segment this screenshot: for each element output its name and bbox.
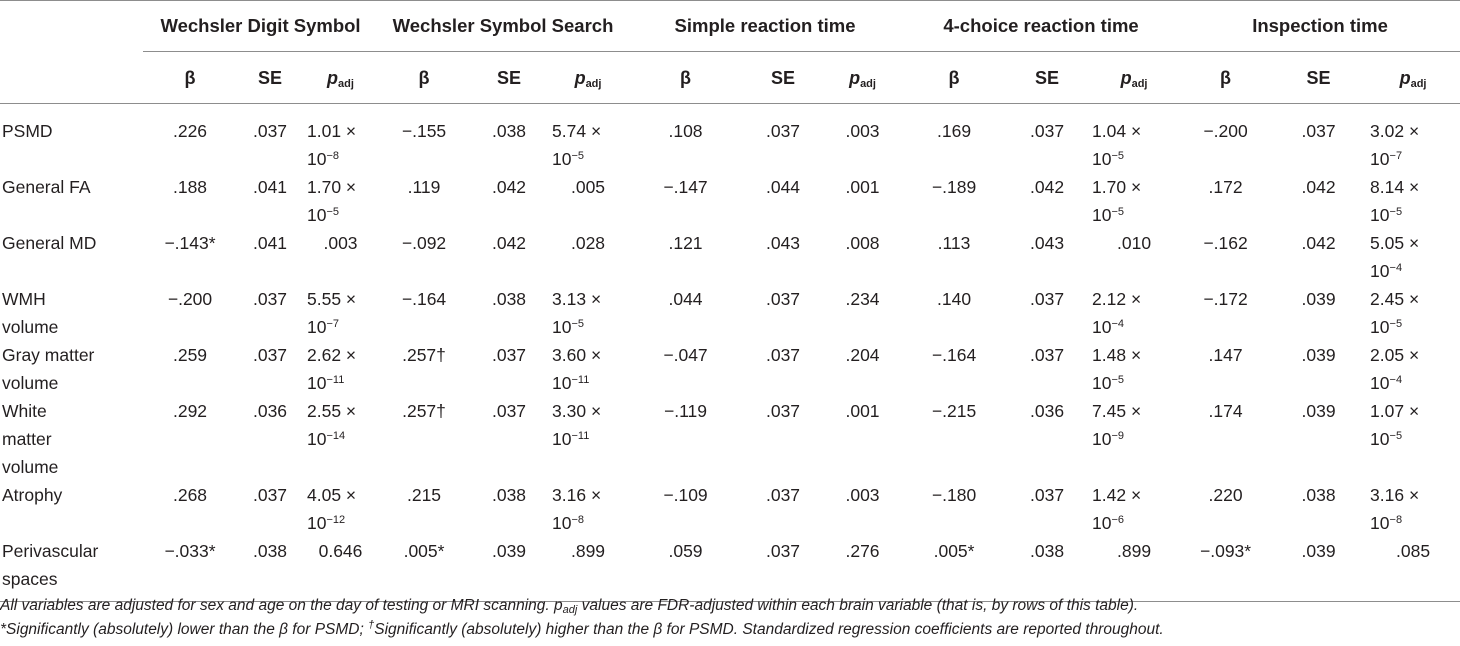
- se-cell: .039: [1301, 401, 1336, 421]
- p-adj-cell: 5.55 × $10^{-7}$: [307, 289, 357, 337]
- row-label-line: spaces: [2, 569, 58, 589]
- se-cell: .042: [491, 177, 527, 197]
- sub-header-p-adj: $p_{adj}$: [1399, 67, 1427, 90]
- sub-header-se: SE: [1306, 67, 1331, 88]
- beta-cell: .119: [407, 177, 441, 197]
- corner-cell-sub: [0, 52, 143, 104]
- sub-header-se: SE: [497, 67, 522, 88]
- p-adj-cell: 0.646: [318, 541, 363, 561]
- beta-cell: −.164: [401, 289, 447, 309]
- table-row: [0, 104, 1460, 174]
- p-adj-cell: 3.13 × $10^{-5}$: [552, 289, 602, 337]
- beta-cell: −.180: [931, 485, 977, 505]
- footnote-line-2: *Significantly (absolutely) lower than the β for PSMD; †Significantly (absolutely) higher than the β for PSMD. Standardized regression coefficients are reported throughout.: [0, 618, 1164, 638]
- p-adj-cell: .028: [570, 233, 606, 253]
- col-group-simple-rt: Simple reaction time: [628, 1, 902, 52]
- row-label-line: PSMD: [2, 121, 53, 141]
- row-label: [0, 229, 143, 285]
- sub-header-p-adj: $p_{adj}$: [327, 67, 354, 90]
- p-adj-cell: .085: [1396, 541, 1431, 561]
- p-adj-cell: .005: [570, 177, 606, 197]
- table-footnotes: [0, 594, 1460, 642]
- se-cell: .037: [491, 401, 527, 421]
- row-label-line: Atrophy: [2, 485, 63, 505]
- se-cell: .037: [252, 485, 288, 505]
- beta-cell: −.109: [663, 485, 708, 505]
- se-cell: .037: [1030, 485, 1065, 505]
- beta-cell: .268: [172, 485, 208, 505]
- sub-header-beta: β: [948, 67, 960, 88]
- p-adj-cell: 2.12 × $10^{-4}$: [1092, 289, 1142, 337]
- p-adj-cell: .276: [845, 541, 880, 561]
- beta-cell: −.162: [1203, 233, 1248, 253]
- beta-cell: −.155: [401, 121, 447, 141]
- sub-header-p-adj: $p_{adj}$: [849, 67, 876, 90]
- p-adj-cell: .010: [1117, 233, 1152, 253]
- p-adj-cell: .003: [323, 233, 358, 253]
- se-cell: .037: [252, 121, 288, 141]
- beta-cell: .188: [172, 177, 208, 197]
- sub-header-beta: β: [184, 67, 196, 88]
- row-label: [0, 104, 143, 174]
- beta-cell: .108: [668, 121, 703, 141]
- p-adj-cell: 4.05 × $10^{-12}$: [307, 485, 357, 533]
- col-group-inspection-time: Inspection time: [1180, 1, 1460, 52]
- se-cell: .037: [765, 541, 801, 561]
- p-adj-cell: 1.42 × $10^{-6}$: [1092, 485, 1142, 533]
- p-adj-cell: .008: [845, 233, 880, 253]
- p-adj-cell: 5.74 × $10^{-5}$: [552, 121, 602, 169]
- beta-cell: .169: [937, 121, 972, 141]
- beta-cell: .174: [1208, 401, 1243, 421]
- se-cell: .042: [491, 233, 527, 253]
- beta-cell: −.047: [663, 345, 708, 365]
- se-cell: .042: [1301, 233, 1336, 253]
- beta-cell: −.189: [931, 177, 977, 197]
- sub-header-row: [0, 52, 1460, 104]
- se-cell: .037: [491, 345, 527, 365]
- p-adj-cell: 3.30 × $10^{-11}$: [552, 401, 602, 449]
- se-cell: .039: [1301, 345, 1336, 365]
- row-label: [0, 285, 143, 341]
- beta-cell: −.119: [664, 401, 707, 421]
- sub-header-se: SE: [771, 67, 796, 88]
- sub-header-beta: β: [1220, 67, 1232, 88]
- row-label-line: General FA: [2, 177, 91, 197]
- col-group-choice-rt: 4-choice reaction time: [902, 1, 1180, 52]
- beta-cell: .215: [406, 485, 442, 505]
- row-label-line: matter: [2, 429, 52, 449]
- se-cell: .039: [1301, 541, 1336, 561]
- beta-cell: .257†: [402, 401, 446, 421]
- beta-cell: .005*: [403, 541, 445, 561]
- se-cell: .037: [765, 289, 801, 309]
- row-label-line: Gray matter: [2, 345, 95, 365]
- se-cell: .036: [1030, 401, 1065, 421]
- row-label: [0, 341, 143, 397]
- se-cell: .037: [765, 345, 801, 365]
- p-adj-cell: 1.01 × $10^{-8}$: [307, 121, 357, 169]
- row-label-line: General MD: [2, 233, 97, 253]
- beta-cell: .257†: [402, 345, 446, 365]
- beta-cell: .172: [1208, 177, 1243, 197]
- row-label-line: volume: [2, 317, 59, 337]
- row-label-line: WMH: [2, 289, 46, 309]
- beta-cell: .059: [668, 541, 703, 561]
- col-group-symbol-search: Wechsler Symbol Search: [378, 1, 628, 52]
- table-row: [0, 285, 1460, 341]
- p-adj-cell: 2.55 × $10^{-14}$: [307, 401, 357, 449]
- p-adj-cell: 3.60 × $10^{-11}$: [552, 345, 602, 393]
- p-adj-cell: .003: [845, 485, 880, 505]
- se-cell: .042: [1301, 177, 1336, 197]
- table-row: [0, 481, 1460, 537]
- p-adj-cell: 2.05 × $10^{-4}$: [1370, 345, 1420, 393]
- se-cell: .039: [491, 541, 527, 561]
- p-adj-cell: 5.05 × $10^{-4}$: [1370, 233, 1420, 281]
- sub-header-beta: β: [680, 67, 692, 88]
- table-row: [0, 341, 1460, 397]
- row-label: [0, 537, 143, 602]
- beta-cell: −.164: [931, 345, 977, 365]
- p-adj-cell: .899: [570, 541, 606, 561]
- corner-cell: [0, 1, 143, 52]
- footnote-line-1: All variables are adjusted for sex and age on the day of testing or MRI scanning. $p_{adj}$ values are FDR-adjusted within each brain variable (that is, by rows of this table).: [0, 597, 1139, 616]
- sub-header-p-adj: $p_{adj}$: [574, 67, 602, 90]
- beta-cell: −.172: [1203, 289, 1248, 309]
- se-cell: .041: [252, 233, 288, 253]
- se-cell: .037: [765, 401, 801, 421]
- se-cell: .037: [252, 345, 288, 365]
- sub-header-se: SE: [257, 67, 282, 88]
- se-cell: .043: [765, 233, 801, 253]
- beta-cell: −.143*: [164, 233, 216, 253]
- row-label-line: volume: [2, 457, 59, 477]
- beta-cell: .005*: [933, 541, 975, 561]
- beta-cell: .140: [937, 289, 972, 309]
- table-row: [0, 537, 1460, 602]
- p-adj-cell: 2.62 × $10^{-11}$: [307, 345, 357, 393]
- se-cell: .038: [491, 289, 527, 309]
- table-row: [0, 173, 1460, 229]
- row-label-line: volume: [2, 373, 59, 393]
- beta-cell: −.215: [931, 401, 977, 421]
- beta-cell: .220: [1208, 485, 1243, 505]
- row-label: [0, 173, 143, 229]
- beta-cell: .259: [172, 345, 208, 365]
- beta-cell: −.200: [1203, 121, 1248, 141]
- beta-cell: −.093*: [1200, 541, 1252, 561]
- p-adj-cell: .001: [845, 401, 880, 421]
- beta-cell: −.092: [401, 233, 447, 253]
- row-label: [0, 481, 143, 537]
- p-adj-cell: 3.02 × $10^{-7}$: [1370, 121, 1420, 169]
- se-cell: .037: [1030, 345, 1065, 365]
- p-adj-cell: 1.48 × $10^{-5}$: [1092, 345, 1142, 393]
- beta-cell: .044: [668, 289, 703, 309]
- p-adj-cell: 1.07 × $10^{-5}$: [1370, 401, 1420, 449]
- table-body: [0, 104, 1460, 602]
- se-cell: .038: [1301, 485, 1336, 505]
- beta-cell: .292: [172, 401, 208, 421]
- beta-cell: .147: [1208, 345, 1243, 365]
- se-cell: .037: [1030, 289, 1065, 309]
- se-cell: .041: [252, 177, 288, 197]
- row-label: [0, 397, 143, 481]
- p-adj-cell: .204: [845, 345, 880, 365]
- p-adj-cell: .001: [845, 177, 880, 197]
- p-adj-cell: 1.04 × $10^{-5}$: [1092, 121, 1142, 169]
- se-cell: .038: [252, 541, 288, 561]
- table-row: [0, 397, 1460, 481]
- se-cell: .037: [252, 289, 288, 309]
- sub-header-p-adj: $p_{adj}$: [1120, 67, 1148, 90]
- se-cell: .039: [1301, 289, 1336, 309]
- table-row: [0, 229, 1460, 285]
- se-cell: .038: [491, 485, 527, 505]
- se-cell: .036: [252, 401, 288, 421]
- p-adj-cell: .899: [1117, 541, 1152, 561]
- se-cell: .037: [1030, 121, 1065, 141]
- se-cell: .037: [765, 485, 801, 505]
- p-adj-cell: 3.16 × $10^{-8}$: [552, 485, 602, 533]
- se-cell: .042: [1030, 177, 1065, 197]
- row-label-line: White: [2, 401, 47, 421]
- se-cell: .044: [765, 177, 801, 197]
- sub-header-se: SE: [1035, 67, 1060, 88]
- beta-cell: .226: [172, 121, 208, 141]
- se-cell: .037: [1301, 121, 1336, 141]
- beta-cell: −.147: [663, 177, 708, 197]
- beta-cell: −.033*: [164, 541, 216, 561]
- p-adj-cell: 8.14 × $10^{-5}$: [1370, 177, 1420, 225]
- p-adj-cell: .234: [845, 289, 880, 309]
- row-label-line: Perivascular: [2, 541, 99, 561]
- p-adj-cell: 1.70 × $10^{-5}$: [307, 177, 357, 225]
- se-cell: .043: [1030, 233, 1065, 253]
- p-adj-cell: 3.16 × $10^{-8}$: [1370, 485, 1420, 533]
- col-group-digit-symbol: Wechsler Digit Symbol: [143, 1, 378, 52]
- p-adj-cell: 2.45 × $10^{-5}$: [1370, 289, 1420, 337]
- se-cell: .037: [765, 121, 801, 141]
- se-cell: .038: [1030, 541, 1065, 561]
- beta-cell: −.200: [167, 289, 213, 309]
- beta-cell: .113: [937, 233, 971, 253]
- p-adj-cell: .003: [845, 121, 880, 141]
- p-adj-cell: 1.70 × $10^{-5}$: [1092, 177, 1142, 225]
- sub-header-beta: β: [418, 67, 430, 88]
- beta-cell: .121: [668, 233, 703, 253]
- p-adj-cell: 7.45 × $10^{-9}$: [1092, 401, 1142, 449]
- se-cell: .038: [491, 121, 527, 141]
- group-header-row: [0, 1, 1460, 52]
